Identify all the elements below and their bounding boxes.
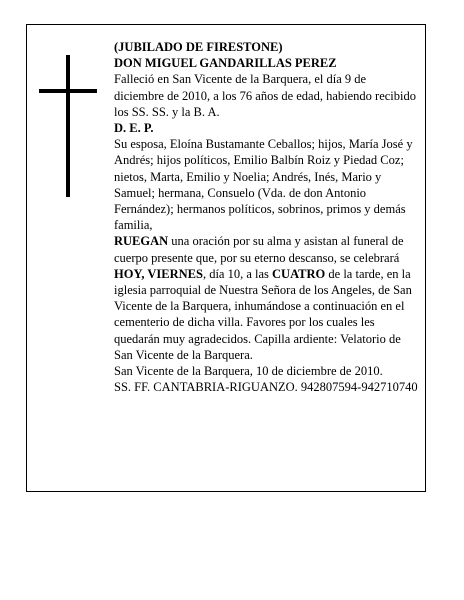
funeral-request — [114, 233, 419, 363]
ruegan-word: RUEGAN — [114, 234, 169, 249]
family-list: Su esposa, Eloína Bustamante Ceballos; hijos, María José y Andrés; hijos políticos, Emilio Balbín Roiz y Piedad Coz; nietos, Marta, Emilio y Noelia; Andrés, Inés, Mario y Samuel; hermana, Consuelo (Vda. de don Antonio Fernández); hermanos políticos, sobrinos, primos y demás familia, — [114, 137, 413, 233]
obituary-notice — [26, 24, 426, 492]
request-part-2: , día 10, a las — [202, 266, 273, 281]
cuatro-word: CUATRO — [272, 266, 326, 281]
dep-line: D. E. P. — [114, 121, 154, 136]
death-info: Falleció en San Vicente de la Barquera, el día 9 de diciembre de 2010, a los 76 años de edad, habiendo recibido los SS. SS. y la B. A. — [114, 72, 416, 119]
notice-text — [114, 39, 419, 395]
cross-vertical-bar — [66, 55, 70, 197]
deceased-name: DON MIGUEL GANDARILLAS PEREZ — [114, 56, 337, 71]
funeral-home: SS. FF. CANTABRIA-RIGUANZO. 942807594-942710740 — [114, 380, 418, 395]
hoy-viernes: HOY, VIERNES — [114, 266, 203, 281]
place-date: San Vicente de la Barquera, 10 de diciembre de 2010. — [114, 364, 383, 379]
cross-horizontal-bar — [39, 89, 97, 93]
notice-header: (JUBILADO DE FIRESTONE) — [114, 40, 283, 54]
request-part-1: una oración por su alma y asistan al funeral de cuerpo presente que, por su eterno descanso, se celebrará — [114, 234, 404, 265]
cross-icon — [39, 55, 97, 197]
request-part-3: de la tarde, en la iglesia parroquial de Nuestra Señora de los Angeles, de San Vicente de la Barquera, inhumándose a continuación en el cementerio de dicha villa. Favores por los cuales les quedarán muy agradecidos. Capilla ardiente: Velatorio de San Vicente de la Barquera. — [114, 266, 412, 362]
